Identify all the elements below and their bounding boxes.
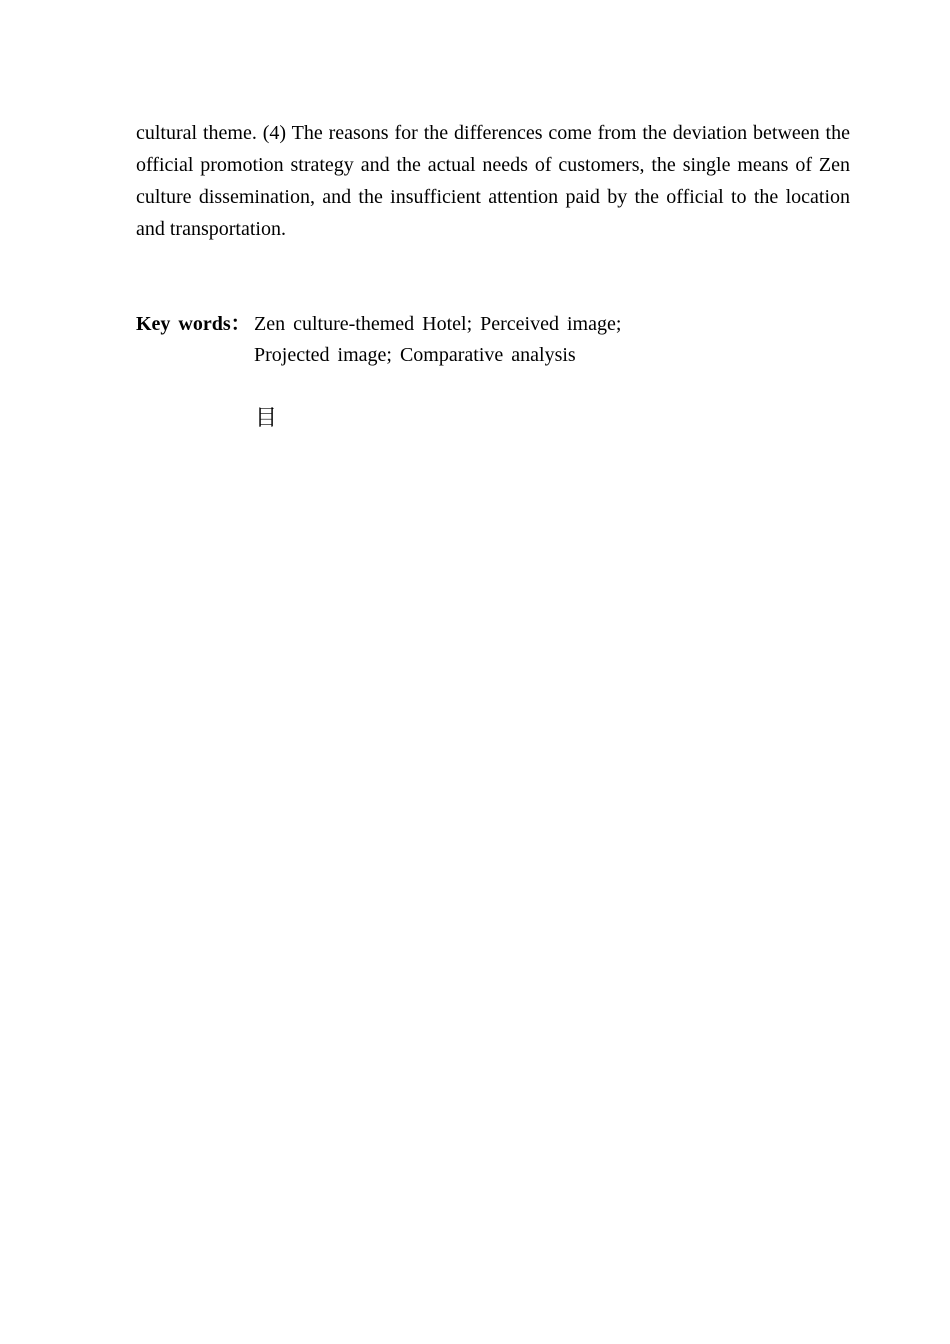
keywords-label: Key words： [136,313,251,335]
abstract-paragraph: cultural theme. (4) The reasons for the differences come from the deviation between the official promotion strategy and the actual needs of customers, the single means of Zen culture dissemination, and the insufficient attention paid by the official to the location and transportation. [136,122,850,240]
keywords-text-1: Zen culture-themed Hotel; Perceived image; [254,313,622,335]
keywords-text-2: Projected image; Comparative analysis [254,344,576,366]
keywords-line-1 [136,309,850,340]
toc-heading-fragment: 目 [255,406,278,431]
keywords-line-2 [136,340,850,371]
keywords-block [136,309,850,371]
